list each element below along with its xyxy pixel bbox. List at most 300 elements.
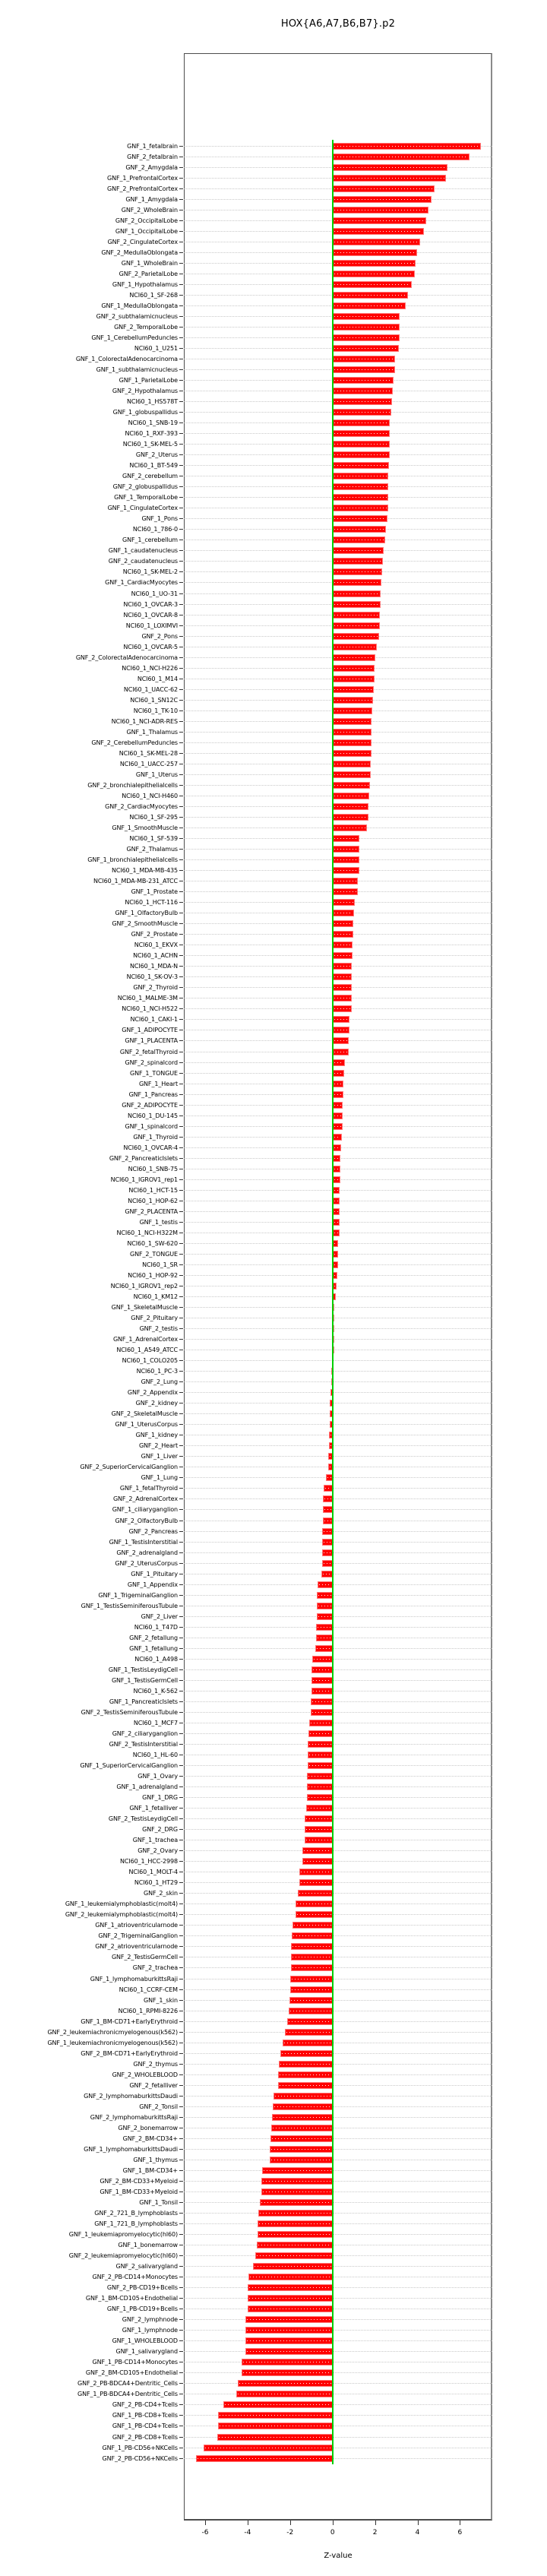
bar bbox=[333, 473, 389, 479]
y-tick-mark bbox=[179, 188, 183, 189]
bar bbox=[278, 2082, 333, 2089]
row-label: GNF_1_CingulateCortex bbox=[107, 505, 178, 512]
row-label: NCI60_1_HT29 bbox=[134, 1879, 178, 1887]
row-label: GNF_2_ColorectalAdenocarcinoma bbox=[75, 653, 178, 661]
row-label: NCI60_1_IGROV1_rep2 bbox=[110, 1283, 178, 1290]
chart-title: HOX{A6,A7,B6,B7}.p2 bbox=[280, 18, 396, 30]
row-label: NCI60_1_MOLT-4 bbox=[128, 1869, 178, 1876]
y-tick-mark bbox=[179, 1882, 183, 1883]
bar bbox=[333, 451, 390, 458]
row-label: GNF_2_Prostate bbox=[131, 931, 178, 938]
bar-dot-texture bbox=[334, 1254, 337, 1255]
bar bbox=[333, 963, 353, 970]
bar bbox=[218, 2423, 333, 2429]
y-tick-mark bbox=[179, 1488, 183, 1489]
bar bbox=[321, 1571, 332, 1578]
bar bbox=[333, 164, 447, 171]
bar-dot-texture bbox=[306, 1829, 331, 1830]
bar bbox=[333, 601, 381, 608]
bar-dot-texture bbox=[319, 1584, 331, 1585]
bar bbox=[333, 1251, 339, 1258]
bar bbox=[204, 2445, 333, 2451]
row-label: GNF_1_TemporalLobe bbox=[114, 494, 178, 502]
bar bbox=[333, 281, 412, 288]
bar-dot-texture bbox=[334, 668, 374, 669]
bar bbox=[238, 2380, 332, 2387]
row-label: GNF_1_leukemialymphoblastic(molt4) bbox=[65, 1900, 178, 1908]
bar bbox=[333, 654, 375, 661]
y-tick-mark bbox=[179, 1307, 183, 1308]
bar bbox=[218, 2412, 333, 2419]
bar bbox=[333, 697, 373, 704]
row-label: NCI60_1_SK-OV-3 bbox=[126, 973, 178, 981]
x-axis-label: Z-value bbox=[324, 2552, 353, 2560]
row-label: GNF_1_OlfactoryBulb bbox=[115, 910, 178, 917]
bar-dot-texture bbox=[334, 1040, 348, 1041]
row-guide-line bbox=[184, 1808, 492, 1809]
bar-dot-texture bbox=[308, 1797, 331, 1798]
row-guide-line bbox=[184, 2372, 492, 2373]
row-guide-line bbox=[184, 1818, 492, 1819]
bar bbox=[333, 462, 389, 469]
row-label: GNF_2_DRG bbox=[142, 1826, 178, 1834]
bar bbox=[333, 1049, 349, 1055]
bar bbox=[333, 366, 395, 373]
bar bbox=[316, 1624, 333, 1631]
bar bbox=[280, 2050, 333, 2057]
row-label: NCI60_1_SNB-19 bbox=[128, 419, 178, 427]
bar bbox=[315, 1645, 333, 1652]
row-label: GNF_2_BM-CD34+ bbox=[122, 2135, 178, 2142]
row-label: GNF_1_PB-CD19+Bcells bbox=[106, 2305, 178, 2313]
y-tick-mark bbox=[179, 2053, 183, 2054]
bar-dot-texture bbox=[309, 1744, 331, 1745]
bar bbox=[333, 388, 393, 394]
bar bbox=[223, 2401, 333, 2408]
bar-dot-texture bbox=[292, 1967, 331, 1968]
bar bbox=[245, 2316, 332, 2323]
bar-dot-texture bbox=[334, 1243, 337, 1244]
bar bbox=[292, 1932, 333, 1939]
bar-dot-texture bbox=[334, 774, 369, 775]
row-label: GNF_1_TestisSeminiferousTubule bbox=[81, 1602, 178, 1609]
x-tick-mark bbox=[418, 2521, 419, 2525]
row-label: GNF_2_leukemiapromyelocytic(hl60) bbox=[68, 2252, 178, 2260]
bar bbox=[333, 729, 372, 736]
row-label: GNF_2_leukemialymphoblastic(molt4) bbox=[65, 1911, 178, 1919]
bar bbox=[270, 2157, 333, 2163]
row-label: GNF_2_Ovary bbox=[138, 1847, 178, 1855]
row-label: GNF_1_PB-CD14+Monocytes bbox=[92, 2359, 178, 2366]
y-tick-mark bbox=[179, 2000, 183, 2001]
y-tick-mark bbox=[179, 689, 183, 690]
bar-dot-texture bbox=[330, 1445, 331, 1446]
bar bbox=[333, 313, 400, 320]
bar-dot-texture bbox=[308, 1786, 331, 1787]
bar bbox=[333, 505, 388, 511]
row-label: GNF_1_CardiacMyocytes bbox=[105, 579, 178, 587]
bar bbox=[290, 1986, 333, 1993]
y-tick-mark bbox=[179, 976, 183, 977]
bar-dot-texture bbox=[334, 220, 425, 221]
y-tick-mark bbox=[179, 422, 183, 423]
bar bbox=[333, 814, 368, 821]
bar bbox=[333, 739, 372, 746]
row-label: GNF_2_lymphomaburkittsRaji bbox=[90, 2113, 178, 2121]
y-tick-mark bbox=[179, 1861, 183, 1862]
bar bbox=[333, 590, 381, 597]
row-label: GNF_2_cerebellum bbox=[122, 473, 178, 480]
row-label: GNF_2_PrefrontalCortex bbox=[107, 185, 178, 192]
y-tick-mark bbox=[179, 2096, 183, 2097]
bar bbox=[285, 2029, 333, 2036]
bar bbox=[333, 419, 390, 426]
y-tick-mark bbox=[179, 2138, 183, 2139]
bar-dot-texture bbox=[334, 817, 367, 818]
row-label: NCI60_1_MDA-N bbox=[130, 963, 178, 970]
row-guide-line bbox=[184, 2085, 492, 2086]
row-guide-line bbox=[184, 2383, 492, 2384]
bar bbox=[311, 1666, 333, 1673]
row-guide-line bbox=[184, 1946, 492, 1947]
y-tick-mark bbox=[179, 1989, 183, 1990]
y-tick-mark bbox=[179, 1542, 183, 1543]
row-guide-line bbox=[184, 2213, 492, 2214]
bar bbox=[307, 1783, 333, 1790]
bar bbox=[333, 228, 424, 235]
y-tick-mark bbox=[179, 1179, 183, 1180]
row-guide-line bbox=[184, 1456, 492, 1457]
bar bbox=[262, 2167, 333, 2174]
bar-dot-texture bbox=[334, 785, 368, 786]
bar-dot-texture bbox=[334, 870, 358, 871]
row-label: GNF_2_Amygdala bbox=[125, 163, 178, 171]
y-tick-mark bbox=[179, 1552, 183, 1553]
bar-dot-texture bbox=[334, 1158, 339, 1159]
bar-dot-texture bbox=[334, 976, 350, 977]
row-label: GNF_1_subthalamicnucleus bbox=[96, 366, 178, 373]
y-tick-mark bbox=[179, 1531, 183, 1532]
bar bbox=[333, 153, 470, 160]
row-label: GNF_1_Pancreas bbox=[128, 1090, 178, 1098]
y-tick-mark bbox=[179, 1371, 183, 1372]
y-tick-mark bbox=[179, 2032, 183, 2033]
y-tick-mark bbox=[179, 902, 183, 903]
bar-dot-texture bbox=[318, 1627, 331, 1628]
y-tick-mark bbox=[179, 1328, 183, 1329]
bar bbox=[274, 2093, 333, 2100]
y-tick-mark bbox=[179, 571, 183, 572]
row-label: NCI60_1_OVCAR-8 bbox=[123, 611, 178, 619]
y-tick-mark bbox=[179, 1733, 183, 1734]
y-tick-mark bbox=[179, 178, 183, 179]
bar bbox=[333, 888, 359, 895]
y-tick-mark bbox=[179, 2223, 183, 2224]
y-tick-mark bbox=[179, 934, 183, 935]
bar bbox=[333, 260, 416, 267]
row-guide-line bbox=[184, 1509, 492, 1510]
bar-dot-texture bbox=[274, 2106, 331, 2107]
bar bbox=[270, 2146, 333, 2153]
row-label: GNF_1_Pituitary bbox=[131, 1570, 178, 1578]
row-label: GNF_1_PB-CD8+Tcells bbox=[112, 2412, 178, 2419]
row-label: GNF_2_OlfactoryBulb bbox=[115, 1517, 178, 1524]
y-tick-mark bbox=[179, 305, 183, 306]
bar bbox=[272, 2114, 332, 2121]
bar bbox=[333, 1219, 340, 1226]
zero-reference-line bbox=[332, 140, 334, 2464]
bar bbox=[333, 707, 373, 714]
row-label: GNF_2_Lung bbox=[141, 1378, 178, 1386]
bar bbox=[333, 995, 352, 1002]
bar bbox=[333, 1155, 340, 1162]
row-label: GNF_2_spinalcord bbox=[125, 1059, 178, 1066]
bar bbox=[253, 2263, 333, 2270]
row-label: NCI60_1_MALME-3M bbox=[117, 995, 178, 1002]
bar-dot-texture bbox=[249, 2298, 331, 2299]
y-tick-mark bbox=[179, 1137, 183, 1138]
row-label: GNF_1_ADIPOCYTE bbox=[122, 1027, 178, 1034]
bar bbox=[333, 536, 385, 543]
y-tick-mark bbox=[179, 1765, 183, 1766]
bar-dot-texture bbox=[334, 518, 386, 519]
bar-dot-texture bbox=[318, 1595, 331, 1596]
bar bbox=[255, 2252, 333, 2259]
bar bbox=[333, 1240, 339, 1247]
row-guide-line bbox=[184, 1275, 492, 1276]
row-guide-line bbox=[184, 2223, 492, 2224]
bar-dot-texture bbox=[334, 486, 387, 487]
row-label: GNF_1_globuspallidus bbox=[112, 409, 178, 416]
row-label: GNF_2_PB-CD56+NKCells bbox=[102, 2454, 178, 2462]
bar-dot-texture bbox=[334, 732, 371, 733]
row-label: NCI60_1_SF-295 bbox=[129, 814, 178, 821]
bar bbox=[333, 612, 380, 619]
y-tick-mark bbox=[179, 284, 183, 285]
row-guide-line bbox=[184, 1776, 492, 1777]
row-guide-line bbox=[184, 1989, 492, 1990]
bar-dot-texture bbox=[324, 1563, 330, 1564]
bar bbox=[291, 1964, 333, 1971]
bar bbox=[308, 1752, 333, 1758]
bar-dot-texture bbox=[314, 1659, 331, 1660]
y-tick-mark bbox=[179, 1147, 183, 1148]
bar-dot-texture bbox=[324, 1542, 330, 1543]
y-tick-mark bbox=[179, 817, 183, 818]
bar bbox=[333, 835, 359, 842]
row-label: NCI60_1_NCI-ADR-RES bbox=[111, 717, 178, 725]
row-label: GNF_1_Thalamus bbox=[126, 728, 178, 736]
bar-dot-texture bbox=[263, 2191, 331, 2192]
row-label: GNF_1_skin bbox=[144, 1996, 178, 2004]
row-guide-line bbox=[184, 1477, 492, 1478]
y-tick-mark bbox=[179, 1914, 183, 1915]
bar-dot-texture bbox=[280, 2064, 330, 2065]
bar bbox=[322, 1539, 332, 1546]
row-label: GNF_2_OccipitalLobe bbox=[115, 217, 178, 224]
bar bbox=[333, 1091, 343, 1098]
bar bbox=[333, 409, 392, 416]
row-label: NCI60_1_SF-268 bbox=[129, 291, 178, 299]
row-guide-line bbox=[184, 1861, 492, 1862]
bar bbox=[333, 1187, 340, 1194]
bar bbox=[279, 2061, 332, 2068]
row-guide-line bbox=[184, 1360, 492, 1361]
row-label: NCI60_1_UACC-257 bbox=[119, 760, 178, 767]
bar bbox=[333, 526, 387, 533]
row-guide-line bbox=[184, 1744, 492, 1745]
bar-dot-texture bbox=[280, 2074, 330, 2075]
bar bbox=[333, 334, 400, 341]
row-guide-line bbox=[184, 1733, 492, 1734]
y-tick-mark bbox=[179, 433, 183, 434]
bar bbox=[333, 1198, 340, 1204]
bar bbox=[333, 686, 375, 693]
bar bbox=[236, 2391, 333, 2397]
row-guide-line bbox=[184, 2106, 492, 2107]
x-tick-mark bbox=[205, 2521, 206, 2525]
row-label: GNF_2_PB-BDCA4+Dentritic_Cells bbox=[77, 2380, 178, 2388]
row-label: NCI60_1_RPMI-8226 bbox=[118, 2007, 178, 2014]
row-label: GNF_2_fetalliver bbox=[129, 2081, 178, 2089]
bar-dot-texture bbox=[324, 1498, 330, 1499]
bar bbox=[311, 1677, 333, 1684]
row-label: GNF_2_fetalThyroid bbox=[119, 1048, 178, 1055]
bar bbox=[333, 793, 370, 799]
y-tick-mark bbox=[179, 582, 183, 583]
bar bbox=[258, 2231, 333, 2238]
bar bbox=[333, 665, 375, 672]
row-label: NCI60_1_SF-539 bbox=[129, 835, 178, 842]
y-tick-mark bbox=[179, 2064, 183, 2065]
row-label: GNF_2_TestisLeydigCell bbox=[108, 1815, 178, 1823]
bar-dot-texture bbox=[225, 2404, 331, 2405]
y-tick-mark bbox=[179, 1627, 183, 1628]
row-label: GNF_2_PB-CD14+Monocytes bbox=[92, 2274, 178, 2281]
y-tick-mark bbox=[179, 444, 183, 445]
row-label: NCI60_1_NCI-H522 bbox=[122, 1005, 178, 1013]
row-label: GNF_2_Heart bbox=[138, 1442, 178, 1450]
y-tick-mark bbox=[179, 2213, 183, 2214]
bar bbox=[333, 782, 370, 789]
row-label: GNF_1_Lung bbox=[141, 1474, 178, 1482]
row-label: GNF_1_adrenalgland bbox=[116, 1783, 178, 1790]
bar-dot-texture bbox=[309, 1765, 331, 1766]
y-tick-mark bbox=[179, 1019, 183, 1020]
row-label: NCI60_1_UO-31 bbox=[131, 590, 178, 597]
y-tick-mark bbox=[179, 1659, 183, 1660]
x-tick-label: -6 bbox=[201, 2529, 209, 2536]
y-tick-mark bbox=[179, 987, 183, 988]
y-tick-mark bbox=[179, 1275, 183, 1276]
y-tick-mark bbox=[179, 955, 183, 956]
x-tick-label: 6 bbox=[457, 2529, 463, 2536]
y-tick-mark bbox=[179, 1296, 183, 1297]
y-tick-mark bbox=[179, 2351, 183, 2352]
row-label: NCI60_1_MDA-MB-231_ATCC bbox=[93, 878, 178, 885]
y-tick-mark bbox=[179, 1222, 183, 1223]
bar bbox=[333, 1123, 343, 1130]
bar bbox=[333, 196, 432, 203]
row-label: NCI60_1_SNB-75 bbox=[128, 1165, 178, 1172]
bar bbox=[306, 1805, 333, 1812]
y-tick-mark bbox=[179, 2437, 183, 2438]
row-label: GNF_1_PB-BDCA4+Dentritic_Cells bbox=[77, 2391, 178, 2398]
bar-dot-texture bbox=[334, 700, 372, 701]
y-tick-mark bbox=[179, 2021, 183, 2022]
bar-dot-texture bbox=[280, 2085, 331, 2086]
row-label: GNF_2_Tonsil bbox=[139, 2103, 178, 2110]
bar-dot-texture bbox=[259, 2234, 331, 2235]
row-label: GNF_1_fetallung bbox=[129, 1644, 178, 1652]
x-tick-label: 0 bbox=[330, 2529, 335, 2536]
row-guide-line bbox=[184, 1339, 492, 1340]
bar-dot-texture bbox=[334, 178, 444, 179]
y-tick-mark bbox=[179, 923, 183, 924]
bar bbox=[316, 1635, 333, 1641]
y-tick-mark bbox=[179, 486, 183, 487]
row-label: NCI60_1_K-562 bbox=[133, 1687, 178, 1695]
bar-dot-texture bbox=[325, 1488, 331, 1489]
bar-dot-texture bbox=[334, 955, 351, 956]
x-tick-mark bbox=[290, 2521, 291, 2525]
row-label: GNF_1_Ovary bbox=[138, 1773, 178, 1780]
row-label: GNF_2_testis bbox=[139, 1325, 178, 1333]
row-guide-line bbox=[184, 1392, 492, 1393]
bar-dot-texture bbox=[198, 2458, 331, 2459]
row-label: GNF_1_BM-CD105+Endothelial bbox=[85, 2295, 178, 2302]
y-tick-mark bbox=[179, 1967, 183, 1968]
row-label: GNF_1_AdrenalCortex bbox=[112, 1336, 178, 1343]
bar-dot-texture bbox=[334, 327, 399, 328]
y-tick-mark bbox=[179, 1595, 183, 1596]
row-label: GNF_2_ADIPOCYTE bbox=[122, 1101, 178, 1109]
bar-dot-texture bbox=[334, 1105, 342, 1106]
bar bbox=[242, 2359, 332, 2366]
bar bbox=[333, 324, 400, 331]
row-label: GNF_1_Tonsil bbox=[139, 2198, 178, 2206]
y-tick-mark bbox=[179, 1935, 183, 1936]
y-tick-mark bbox=[179, 700, 183, 701]
y-tick-mark bbox=[179, 1008, 183, 1009]
bar-dot-texture bbox=[334, 1094, 342, 1095]
bar bbox=[283, 2040, 333, 2046]
row-label: GNF_2_lymphomaburkittsDaudi bbox=[84, 2092, 178, 2100]
bar-dot-texture bbox=[304, 1850, 331, 1851]
y-tick-mark bbox=[179, 774, 183, 775]
row-label: GNF_2_TestisGermCell bbox=[111, 1954, 178, 1961]
bar bbox=[333, 824, 368, 831]
bar-dot-texture bbox=[334, 571, 381, 572]
y-tick-mark bbox=[179, 2415, 183, 2416]
bar bbox=[333, 483, 389, 490]
x-tick-label: 2 bbox=[372, 2529, 378, 2536]
y-tick-mark bbox=[179, 1701, 183, 1702]
row-label: GNF_2_Thalamus bbox=[126, 846, 178, 853]
y-tick-mark bbox=[179, 966, 183, 967]
bar bbox=[333, 345, 399, 352]
row-label: NCI60_1_BT-549 bbox=[129, 462, 178, 470]
row-label: GNF_2_UterusCorpus bbox=[115, 1559, 178, 1567]
row-guide-line bbox=[184, 1659, 492, 1660]
row-label: GNF_1_lymphomaburkittsDaudi bbox=[84, 2145, 178, 2153]
bar bbox=[333, 1208, 340, 1215]
row-label: GNF_1_thymus bbox=[133, 2156, 178, 2163]
row-guide-line bbox=[184, 1914, 492, 1915]
bar-dot-texture bbox=[330, 1456, 331, 1457]
bar bbox=[333, 878, 359, 885]
bar-dot-texture bbox=[334, 337, 398, 338]
